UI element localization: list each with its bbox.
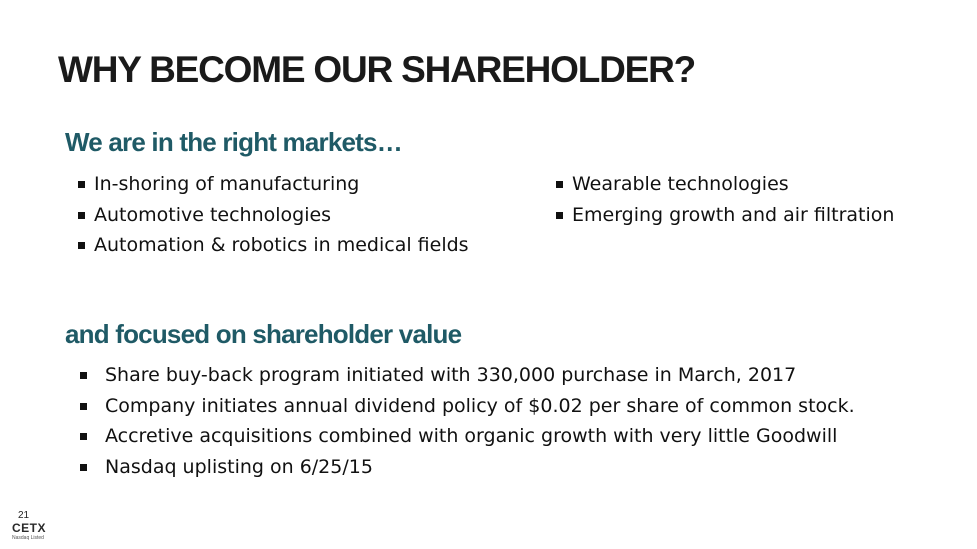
logo-tagline: Nasdaq Listed <box>12 535 44 541</box>
square-bullet-icon <box>80 433 87 440</box>
list-item-text: Share buy-back program initiated with 330,000 purchase in March, 2017 <box>105 364 797 386</box>
markets-heading: We are in the right markets… <box>65 127 402 157</box>
markets-list-left <box>78 169 469 261</box>
list-item <box>80 421 855 452</box>
list-item-text: Wearable technologies <box>572 173 789 195</box>
square-bullet-icon <box>80 464 87 471</box>
slide-title: WHY BECOME OUR SHAREHOLDER? <box>58 49 696 90</box>
logo-name: CETX <box>12 521 47 535</box>
list-item <box>78 230 469 261</box>
square-bullet-icon <box>78 242 85 249</box>
list-item <box>80 391 855 422</box>
list-item <box>80 452 855 483</box>
list-item-text: Emerging growth and air filtration <box>572 203 895 226</box>
markets-list-right <box>556 169 894 230</box>
list-item-text: Nasdaq uplisting on 6/25/15 <box>105 455 373 478</box>
value-list <box>80 360 855 482</box>
company-logo <box>12 522 52 546</box>
list-item <box>78 169 469 200</box>
list-item <box>556 200 894 231</box>
list-item-text: In-shoring of manufacturing <box>94 173 360 195</box>
square-bullet-icon <box>80 403 87 410</box>
value-heading: and focused on shareholder value <box>65 319 462 349</box>
square-bullet-icon <box>78 212 85 219</box>
square-bullet-icon <box>556 181 563 188</box>
square-bullet-icon <box>556 212 563 219</box>
list-item-text: Accretive acquisitions combined with organic growth with very little Goodwill <box>105 425 838 447</box>
list-item <box>78 200 469 231</box>
list-item-text: Company initiates annual dividend policy of $0.02 per share of common stock. <box>105 394 855 417</box>
list-item <box>556 169 894 200</box>
list-item <box>80 360 855 391</box>
square-bullet-icon <box>80 372 87 379</box>
page-number: 21 <box>18 510 30 521</box>
square-bullet-icon <box>78 181 85 188</box>
list-item-text: Automation & robotics in medical fields <box>94 234 469 256</box>
list-item-text: Automotive technologies <box>94 203 332 226</box>
